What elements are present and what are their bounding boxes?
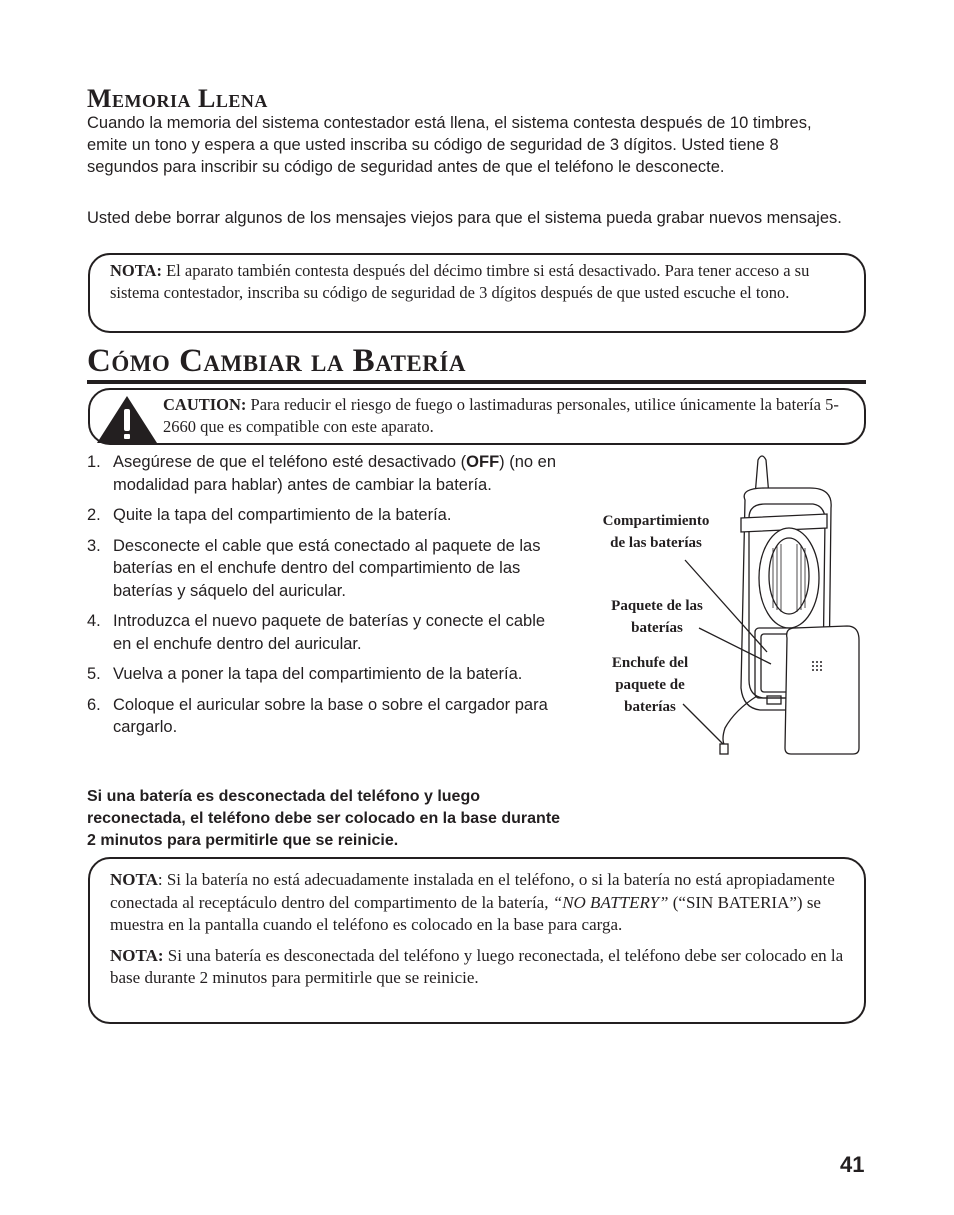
reset-warning: Si una batería es desconectada del teléfono y luego reconectada, el teléfono debe ser colocado en la base durante 2 minutos para permitirle que se reinicie. — [87, 788, 561, 849]
label-battery-plug — [589, 652, 711, 718]
step-text: Coloque el auricular sobre la base o sobre el cargador para cargarlo. — [113, 695, 548, 736]
nota2-italic: “NO BATTERY” — [552, 892, 669, 912]
step-text: Vuelva a poner la tapa del compartimiento de la batería. — [113, 665, 523, 683]
nota-label: NOTA: — [110, 261, 162, 280]
step-item — [87, 451, 562, 496]
warning-icon — [94, 393, 160, 445]
title-rule — [87, 380, 866, 384]
nota-box-memoria — [88, 253, 866, 333]
caution-label: CAUTION: — [163, 395, 247, 414]
nota2-text: : Si la batería no está adecuadamente instalada en el teléfono, o si la batería no está apropiadamente conectada al receptáculo dentro del compartimento de la batería, — [110, 870, 835, 912]
nota2-text: Si una batería es desconectada del teléfono y luego reconectada, el teléfono debe ser colocado en la base durante 2 minutos para permitirle que se reinicie. — [110, 945, 844, 987]
label-plug-line2: paquete de — [615, 677, 685, 693]
label-compartment — [583, 510, 729, 554]
nota2-text: (“SIN BATERIA”) se muestra en la pantalla cuando el teléfono es colocado en la base para carga. — [110, 892, 821, 934]
step-text: ) (no en modalidad para hablar) antes de cambiar la batería. — [113, 453, 557, 494]
step-text: Asegúrese de que el teléfono esté desactivado ( — [113, 453, 467, 471]
step-number: 2. — [87, 506, 101, 524]
step-bold: OFF — [466, 453, 500, 471]
memoria-paragraph-1: Cuando la memoria del sistema contestador está llena, el sistema contesta después de 10 timbres, emite un tono y espera a que usted inscriba su código de seguridad de 3 dígitos. Usted tiene 8 segundos para inscribir su código de seguridad antes de que el teléfono le desconecte. — [87, 114, 812, 176]
nota2-label: NOTA: — [110, 945, 164, 965]
nota2-label: NOTA — [110, 870, 158, 889]
label-plug-line3: baterías — [624, 699, 676, 715]
step-item — [87, 535, 562, 603]
nota2-paragraph-1 — [110, 869, 850, 937]
label-pack-line1: Paquete de las — [611, 598, 703, 614]
nota-text: El aparato también contesta después del décimo timbre si está desactivado. Para tener acceso a su sistema contestador, inscriba su código de seguridad de 3 dígitos después de que usted escuche el tono. — [110, 261, 810, 302]
step-item — [87, 694, 562, 739]
caution-text: Para reducir el riesgo de fuego o lastimaduras personales, utilice únicamente la batería 5-2660 que es compatible con este aparato. — [163, 395, 839, 436]
section-title-bateria: Cómo Cambiar la Batería — [87, 343, 466, 379]
section-title-memoria: Memoria Llena — [87, 84, 268, 113]
battery-diagram — [575, 448, 865, 766]
label-compartment-line2: de las baterías — [610, 535, 702, 551]
nota-box-bateria — [88, 857, 866, 1024]
step-number: 4. — [87, 612, 101, 630]
step-text: Desconecte el cable que está conectado al paquete de las baterías en el enchufe dentro del compartimiento de las baterías y sáquelo del auricular. — [113, 536, 541, 600]
step-item — [87, 504, 562, 527]
page-number: 41 — [840, 1152, 865, 1177]
label-compartment-line1: Compartimiento — [602, 513, 710, 529]
step-number: 1. — [87, 453, 101, 471]
label-plug-line1: Enchufe del — [611, 655, 689, 671]
step-item — [87, 610, 562, 655]
memoria-paragraph-2: Usted debe borrar algunos de los mensajes viejos para que el sistema pueda grabar nuevos mensajes. — [87, 209, 842, 227]
caution-box — [88, 388, 866, 445]
step-text: Introduzca el nuevo paquete de baterías y conecte el cable en el enchufe dentro del auricular. — [113, 612, 546, 653]
step-item — [87, 663, 562, 686]
step-text: Quite la tapa del compartimiento de la batería. — [113, 506, 452, 524]
label-pack-line2: baterías — [631, 620, 683, 636]
step-number: 3. — [87, 536, 101, 555]
step-number: 5. — [87, 665, 101, 683]
step-number: 6. — [87, 695, 101, 714]
nota2-paragraph-2 — [110, 945, 850, 990]
label-battery-pack — [589, 595, 725, 639]
steps-list — [87, 451, 562, 747]
